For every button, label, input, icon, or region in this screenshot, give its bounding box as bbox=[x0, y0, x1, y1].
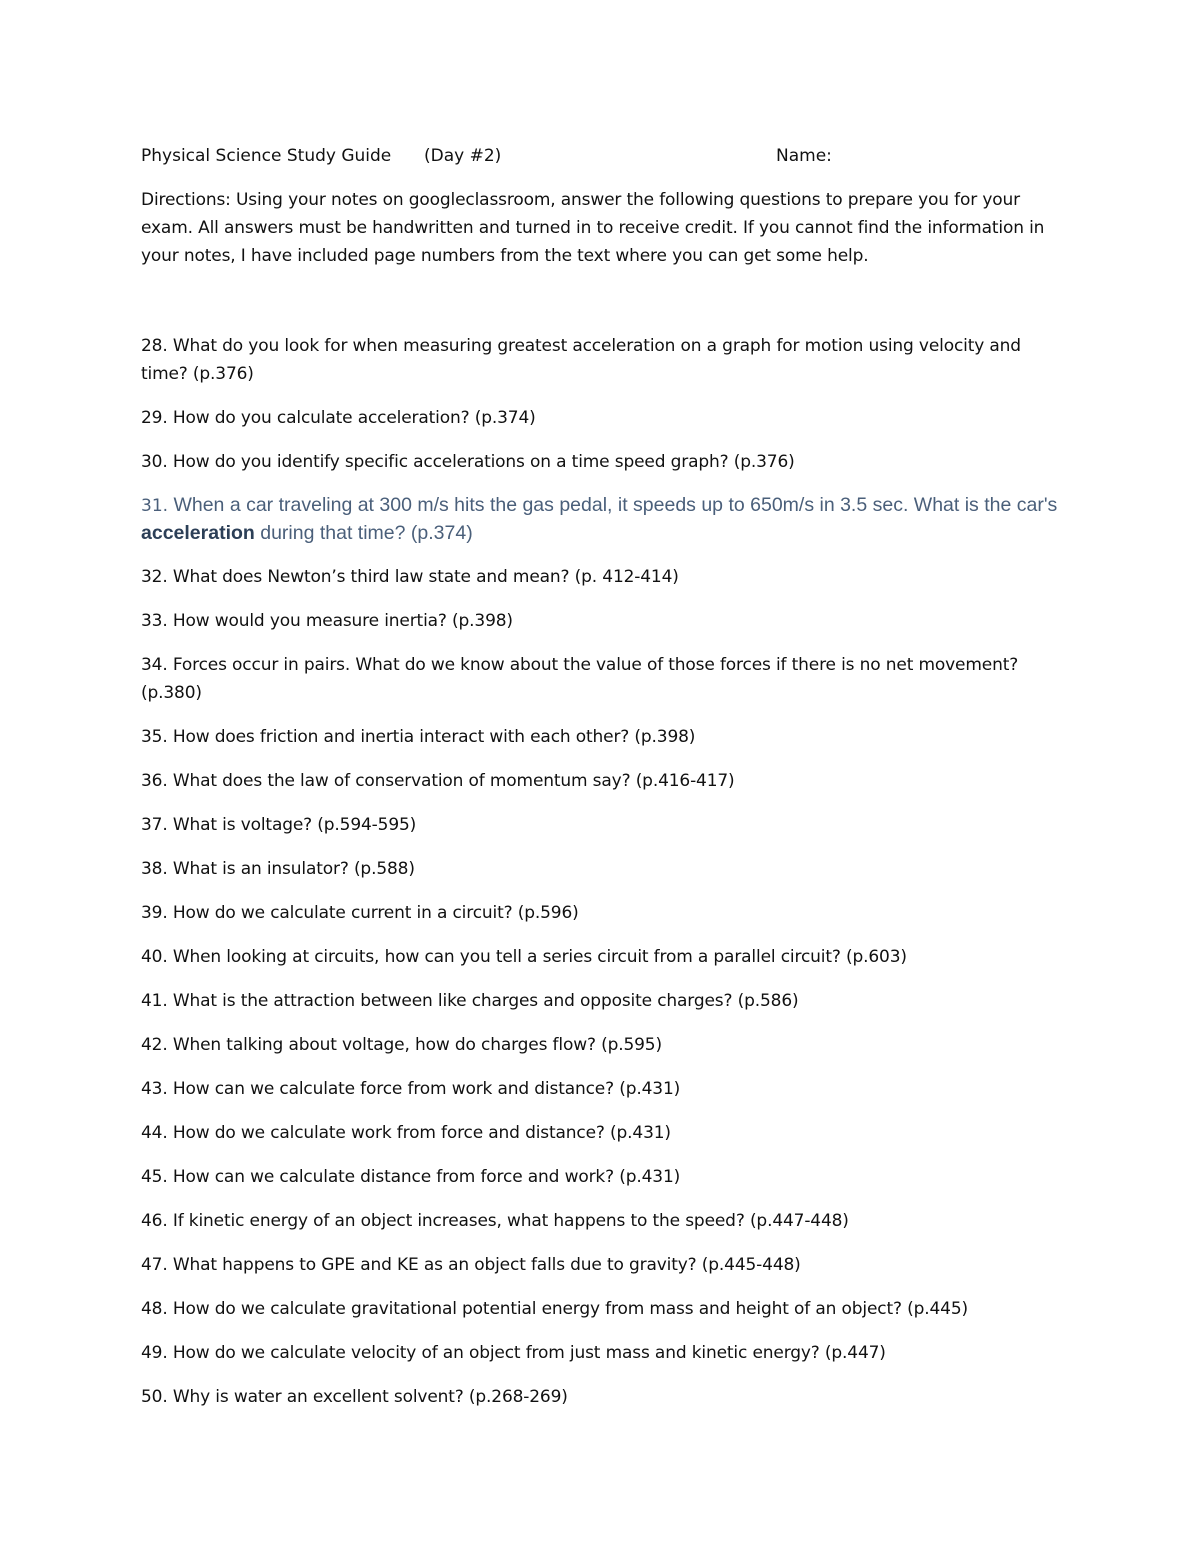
question-35: 35. How does friction and inertia interact with each other? (p.398) bbox=[141, 727, 696, 747]
question-45: 45. How can we calculate distance from force and work? (p.431) bbox=[141, 1167, 681, 1187]
question-28: 28. What do you look for when measuring greatest acceleration on a graph for motion using velocity and time? (p.376) bbox=[141, 336, 1021, 384]
question-31-emphasis: acceleration bbox=[141, 522, 255, 544]
question-41: 41. What is the attraction between like charges and opposite charges? (p.586) bbox=[141, 991, 799, 1011]
question-43: 43. How can we calculate force from work and distance? (p.431) bbox=[141, 1079, 681, 1099]
day-label: (Day #2) bbox=[424, 146, 502, 166]
question-29: 29. How do you calculate acceleration? (p.374) bbox=[141, 408, 536, 428]
directions-paragraph: Directions: Using your notes on googleclassroom, answer the following questions to prepare you for your exam. All answers must be handwritten and turned in to receive credit. If you cannot find the information in your notes, I have included page numbers from the text where you can get some help. bbox=[141, 190, 1045, 266]
question-32: 32. What does Newton’s third law state and mean? (p. 412-414) bbox=[141, 567, 679, 587]
question-30: 30. How do you identify specific accelerations on a time speed graph? (p.376) bbox=[141, 452, 795, 472]
question-37: 37. What is voltage? (p.594-595) bbox=[141, 815, 417, 835]
page-header bbox=[141, 143, 1061, 169]
page-title: Physical Science Study Guide bbox=[141, 146, 392, 166]
question-list bbox=[141, 332, 1066, 1427]
question-49: 49. How do we calculate velocity of an object from just mass and kinetic energy? (p.447) bbox=[141, 1343, 886, 1363]
question-33: 33. How would you measure inertia? (p.398) bbox=[141, 611, 513, 631]
name-label: Name: bbox=[776, 146, 832, 166]
question-50: 50. Why is water an excellent solvent? (p.268-269) bbox=[141, 1387, 568, 1407]
question-34: 34. Forces occur in pairs. What do we know about the value of those forces if there is no net movement? (p.380) bbox=[141, 655, 1019, 703]
question-42: 42. When talking about voltage, how do charges flow? (p.595) bbox=[141, 1035, 662, 1055]
question-47: 47. What happens to GPE and KE as an object falls due to gravity? (p.445-448) bbox=[141, 1255, 801, 1275]
question-31-text-start: When a car traveling at 300 m/s hits the gas pedal, it speeds up to 650m/s in 3.5 sec. What is the car's bbox=[168, 494, 1058, 516]
question-31 bbox=[141, 492, 1066, 547]
question-31-text-end: during that time? (p.374) bbox=[254, 522, 473, 544]
question-38: 38. What is an insulator? (p.588) bbox=[141, 859, 415, 879]
question-48: 48. How do we calculate gravitational potential energy from mass and height of an object? (p.445) bbox=[141, 1299, 969, 1319]
question-44: 44. How do we calculate work from force and distance? (p.431) bbox=[141, 1123, 671, 1143]
question-46: 46. If kinetic energy of an object increases, what happens to the speed? (p.447-448) bbox=[141, 1211, 849, 1231]
question-40: 40. When looking at circuits, how can you tell a series circuit from a parallel circuit? (p.603) bbox=[141, 947, 907, 967]
question-36: 36. What does the law of conservation of momentum say? (p.416-417) bbox=[141, 771, 735, 791]
question-39: 39. How do we calculate current in a circuit? (p.596) bbox=[141, 903, 579, 923]
question-31-number: 31. bbox=[141, 496, 169, 516]
